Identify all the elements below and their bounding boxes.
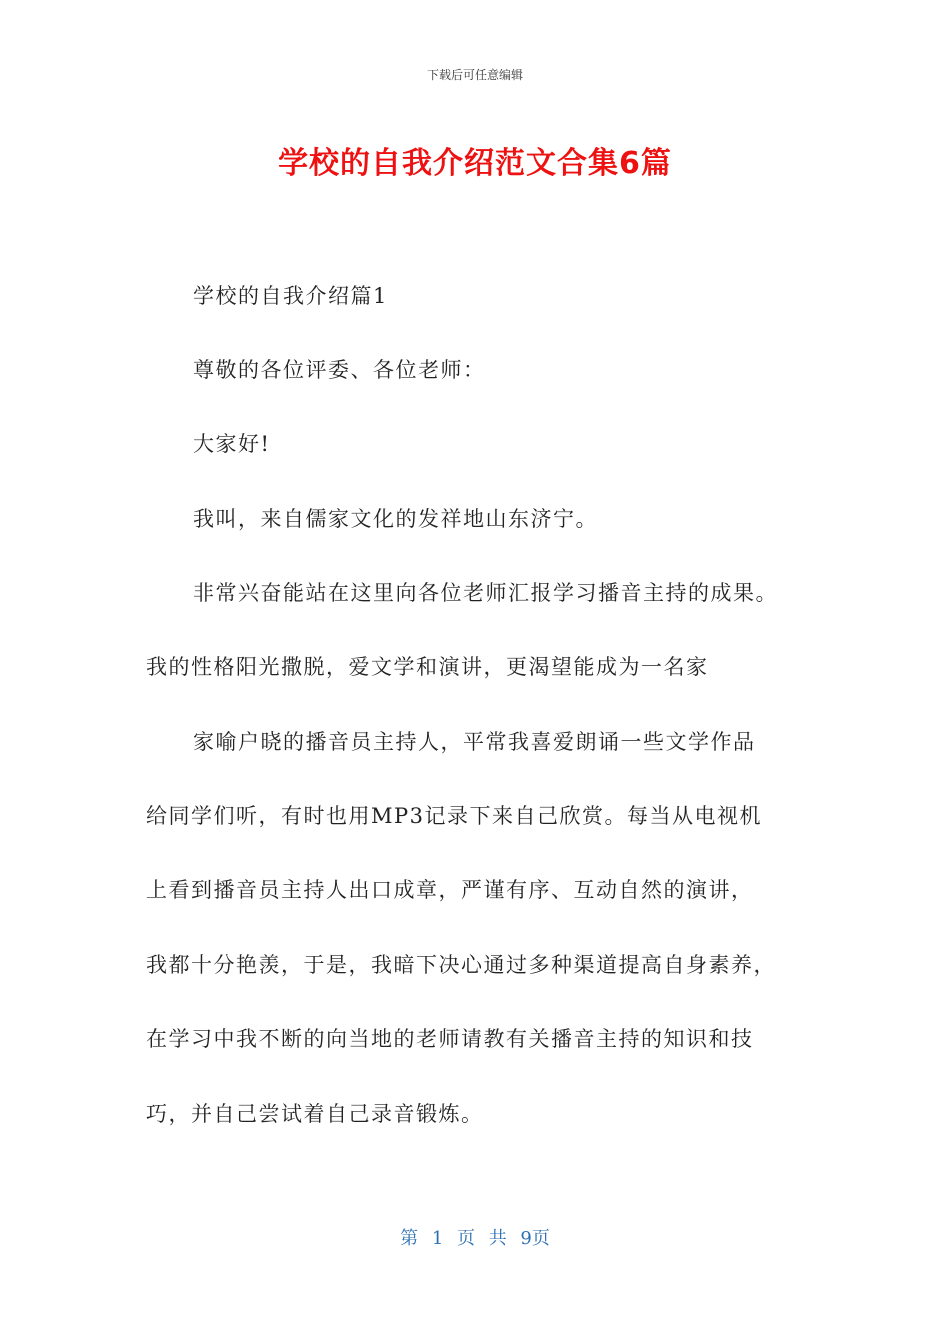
paragraph-introduction: 我叫，来自儒家文化的发祥地山东济宁。 bbox=[193, 507, 598, 531]
paragraph-excitement: 非常兴奋能站在这里向各位老师汇报学习播音主持的成果。 bbox=[193, 581, 778, 605]
paragraph-line: 在学习中我不断的向当地的老师请教有关播音主持的知识和技 bbox=[146, 1027, 754, 1051]
document-title: 学校的自我介绍范文合集6篇 bbox=[278, 146, 672, 181]
paragraph-line: 家喻户晓的播音员主持人，平常我喜爱朗诵一些文学作品 bbox=[193, 730, 756, 754]
page-header-note: 下载后可任意编辑 bbox=[426, 68, 523, 82]
section-heading: 学校的自我介绍篇1 bbox=[193, 284, 388, 308]
paragraph-line: 我的性格阳光撒脱，爱文学和演讲，更渴望能成为一名家 bbox=[146, 655, 709, 679]
paragraph-greeting-audience: 尊敬的各位评委、各位老师： bbox=[193, 358, 486, 382]
paragraph-line: 上看到播音员主持人出口成章，严谨有序、互动自然的演讲， bbox=[146, 878, 754, 902]
page-number-footer: 第 1 页 共 9页 bbox=[400, 1228, 550, 1249]
paragraph-line: 巧，并自己尝试着自己录音锻炼。 bbox=[146, 1102, 484, 1126]
paragraph-line: 给同学们听，有时也用MP3记录下来自己欣赏。每当从电视机 bbox=[146, 804, 762, 828]
paragraph-hello: 大家好! bbox=[193, 432, 271, 456]
paragraph-line: 我都十分艳羡，于是，我暗下决心通过多种渠道提高自身素养， bbox=[146, 953, 776, 977]
